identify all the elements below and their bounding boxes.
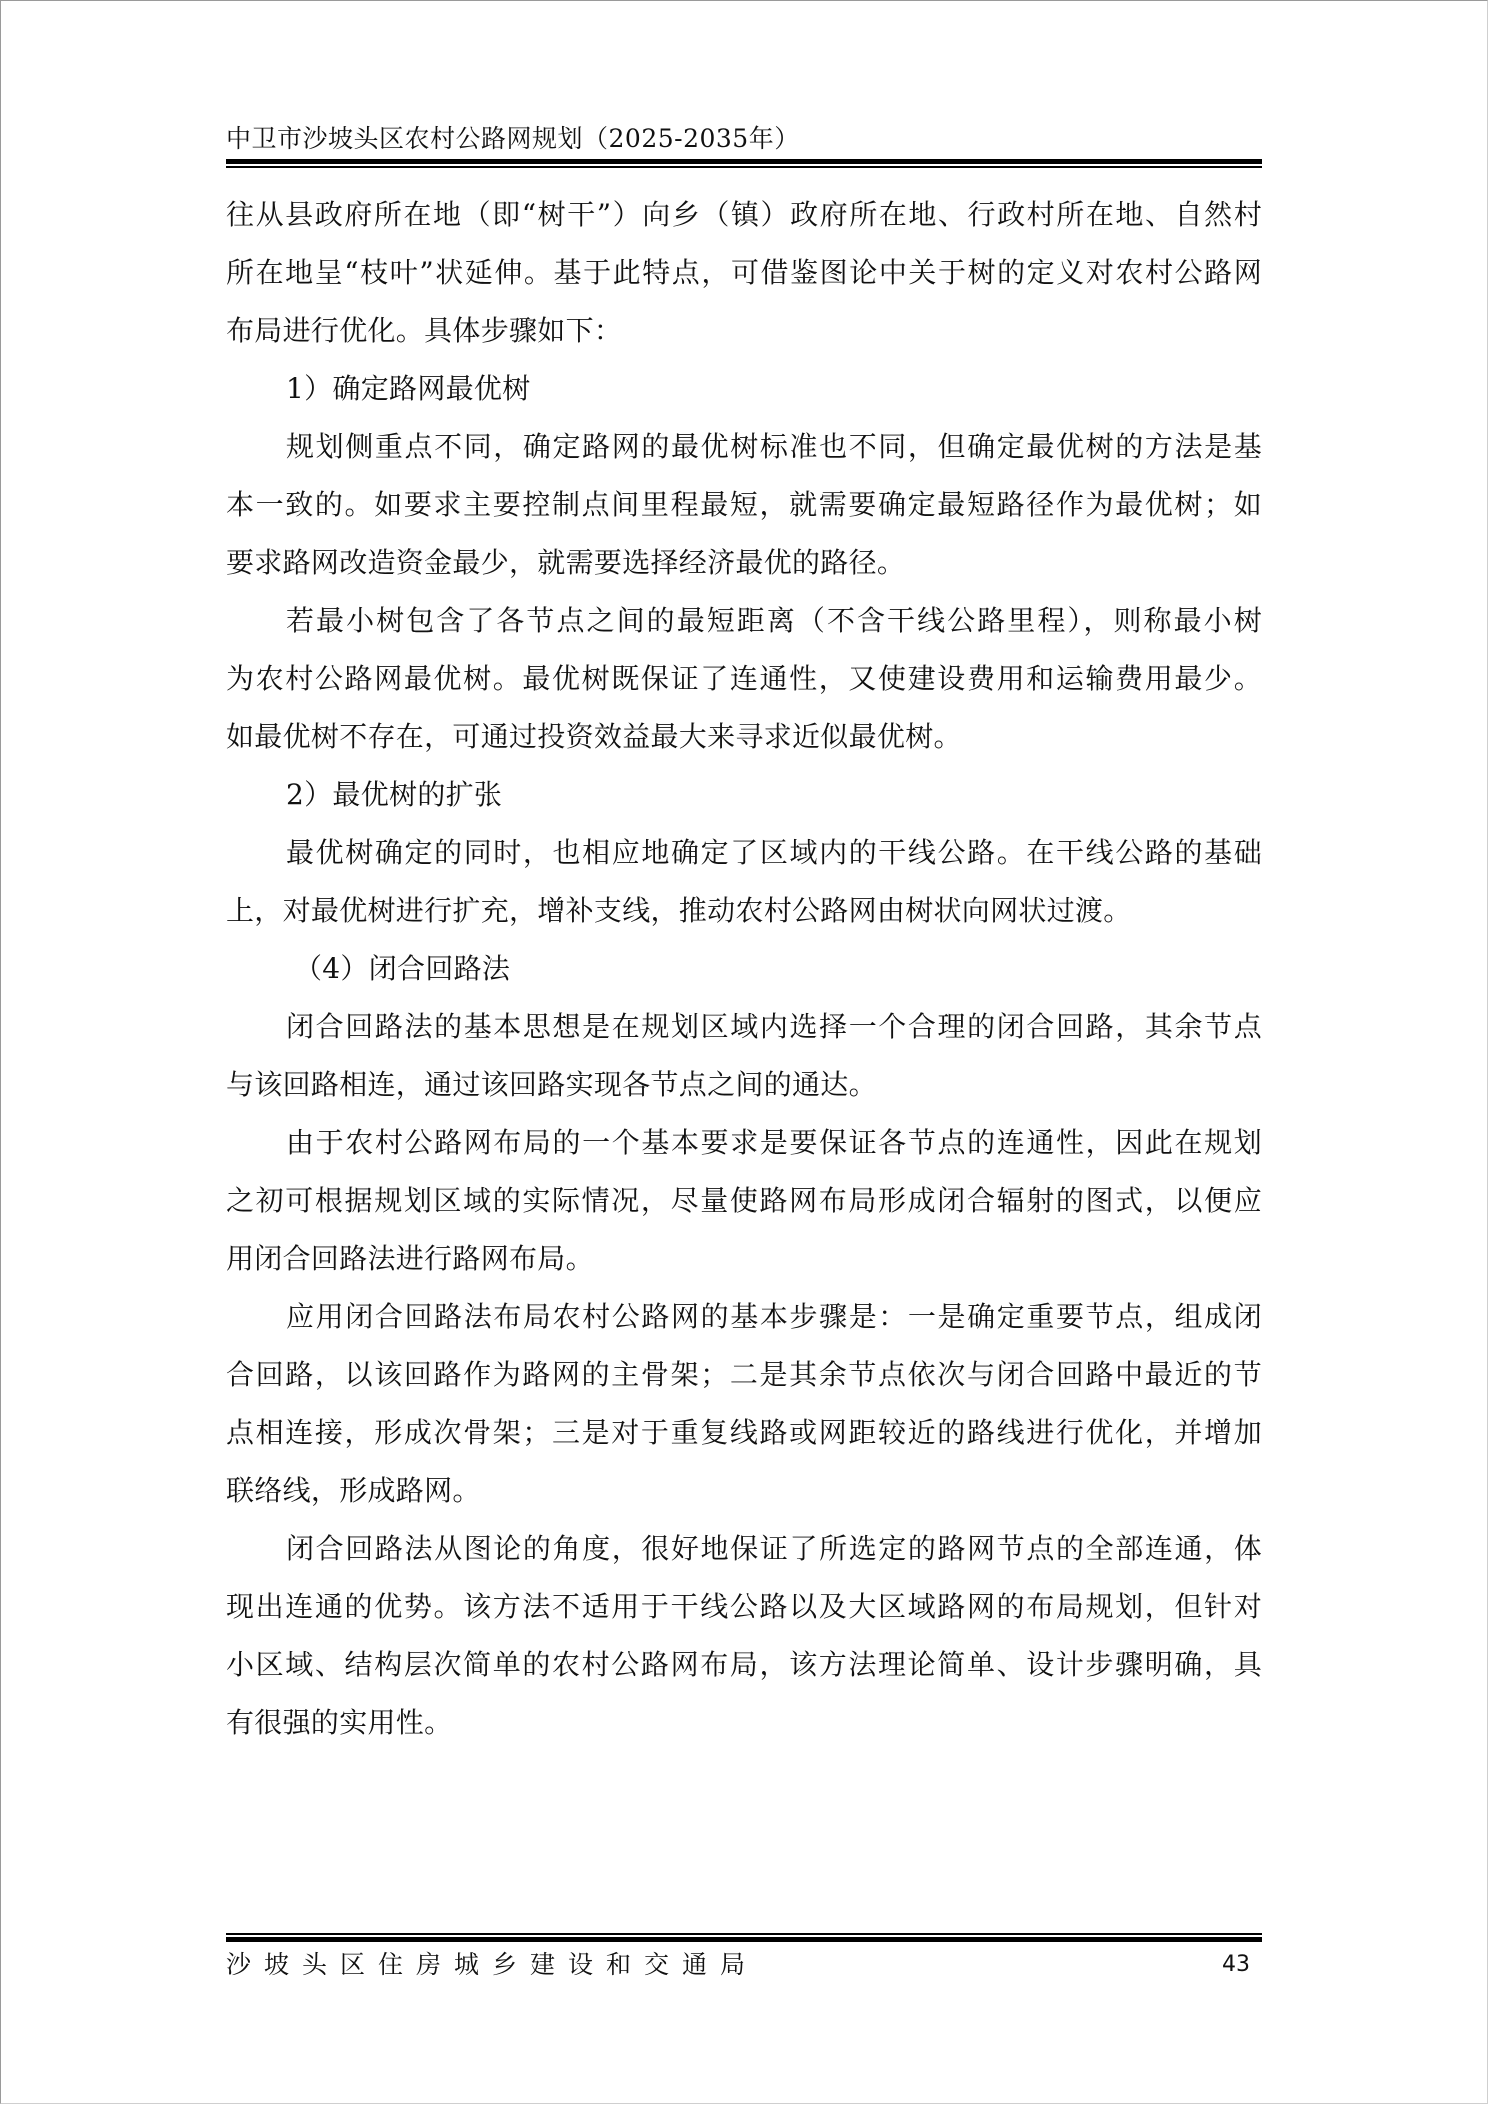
paragraph-6-line-3: 用闭合回路法进行路网布局。 [226,1242,594,1275]
subheading-determine-optimal-tree: 1）确定路网最优树 [286,372,531,405]
paragraph-7-line-4: 联络线，形成路网。 [226,1474,481,1507]
paragraph-8-line-2: 现出连通的优势。该方法不适用于干线公路以及大区域路网的布局规划，但针对 [226,1590,1262,1623]
paragraph-8-line-4: 有很强的实用性。 [226,1706,453,1739]
paragraph-6-line-2: 之初可根据规划区域的实际情况，尽量使路网布局形成闭合辐射的图式，以便应 [226,1184,1262,1217]
paragraph-7-line-1: 应用闭合回路法布局农村公路网的基本步骤是：一是确定重要节点，组成闭 [286,1300,1262,1333]
footer-rule-thin [226,1933,1262,1935]
paragraph-2-line-3: 要求路网改造资金最少，就需要选择经济最优的路径。 [226,546,906,579]
paragraph-3-line-3: 如最优树不存在，可通过投资效益最大来寻求近似最优树。 [226,720,962,753]
paragraph-3-line-2: 为农村公路网最优树。最优树既保证了连通性，又使建设费用和运输费用最少。 [226,662,1262,695]
paragraph-5-line-2: 与该回路相连，通过该回路实现各节点之间的通达。 [226,1068,877,1101]
running-header-title: 中卫市沙坡头区农村公路网规划（2025-2035年） [226,124,800,153]
paragraph-1-line-2: 所在地呈“枝叶”状延伸。基于此特点，可借鉴图论中关于树的定义对农村公路网 [226,256,1262,289]
footer-organization: 沙坡头区住房城乡建设和交通局 [226,1950,759,1979]
paragraph-1-line-1: 往从县政府所在地（即“树干”）向乡（镇）政府所在地、行政村所在地、自然村 [226,198,1262,231]
paragraph-3-line-1: 若最小树包含了各节点之间的最短距离（不含干线公路里程），则称最小树 [286,604,1262,637]
paragraph-7-line-3: 点相连接，形成次骨架；三是对于重复线路或网距较近的路线进行优化，并增加 [226,1416,1262,1449]
paragraph-7-line-2: 合回路，以该回路作为路网的主骨架；二是其余节点依次与闭合回路中最近的节 [226,1358,1262,1391]
paragraph-8-line-3: 小区域、结构层次简单的农村公路网布局，该方法理论简单、设计步骤明确，具 [226,1648,1262,1681]
paragraph-2-line-2: 本一致的。如要求主要控制点间里程最短，就需要确定最短路径作为最优树；如 [226,488,1262,521]
paragraph-5-line-1: 闭合回路法的基本思想是在规划区域内选择一个合理的闭合回路，其余节点 [286,1010,1262,1043]
page-number: 43 [1222,1952,1250,1977]
subheading-closed-loop-method: （4）闭合回路法 [294,952,511,985]
header-rule-thin [226,166,1262,168]
paragraph-1-line-3: 布局进行优化。具体步骤如下： [226,314,623,347]
paragraph-4-line-2: 上，对最优树进行扩充，增补支线，推动农村公路网由树状向网状过渡。 [226,894,1132,927]
paragraph-6-line-1: 由于农村公路网布局的一个基本要求是要保证各节点的连通性，因此在规划 [286,1126,1262,1159]
header-rule-thick [226,159,1262,164]
paragraph-2-line-1: 规划侧重点不同，确定路网的最优树标准也不同，但确定最优树的方法是基 [286,430,1262,463]
body-text [226,186,1262,1752]
footer-rule-thick [226,1937,1262,1942]
paragraph-8-line-1: 闭合回路法从图论的角度，很好地保证了所选定的路网节点的全部连通，体 [286,1532,1262,1565]
subheading-optimal-tree-expansion: 2）最优树的扩张 [286,778,503,811]
paragraph-4-line-1: 最优树确定的同时，也相应地确定了区域内的干线公路。在干线公路的基础 [286,836,1262,869]
